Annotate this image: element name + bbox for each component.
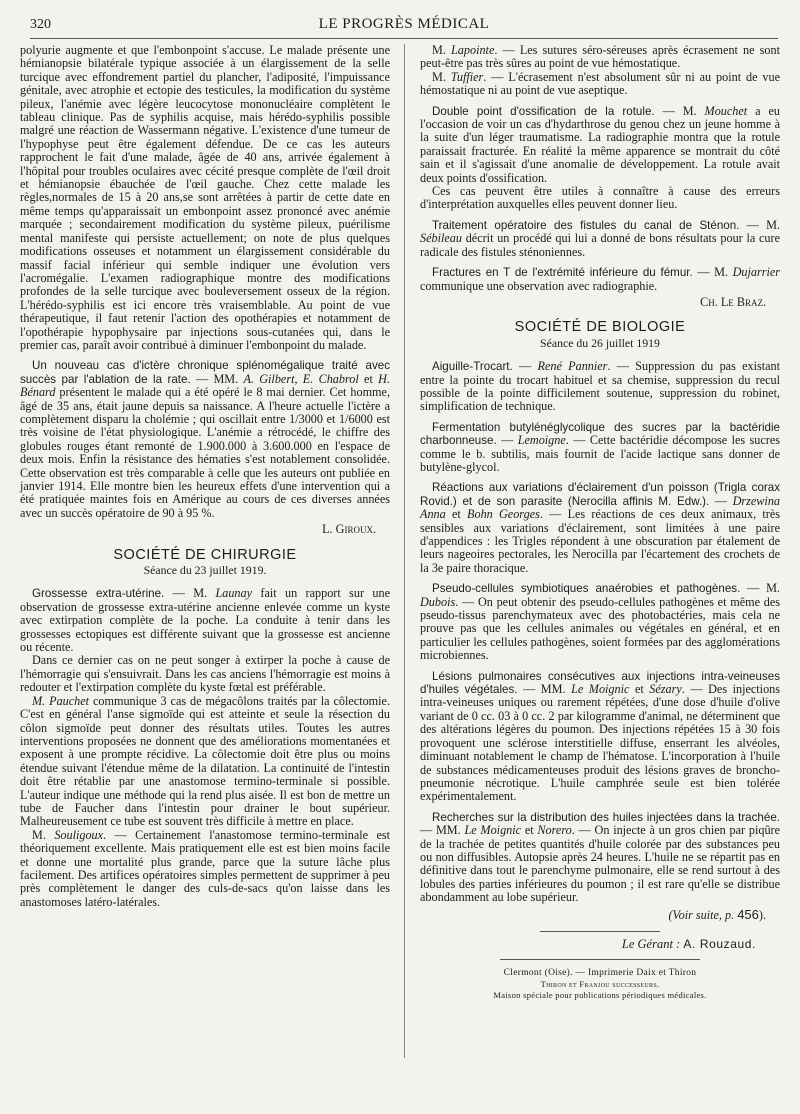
eclairement-et: et xyxy=(445,507,468,522)
souligoux-text: . — Certainement l'anastomose termino-terminale est théoriquement excellente. Mais pratiquement elle est est bien moins facile et donne une mortalité plus grande, parce que la suture lâche plus facilement. Des artifices opératoires simples permettent de supprimer à peu près complètement le danger des culs-de-sacs qu'on laisse dans les anastomoses latéro-latérales. xyxy=(20,827,390,909)
separator-rule-2 xyxy=(500,959,700,960)
grossesse-m: — M. xyxy=(164,586,216,601)
tuffier-text: . — L'écrasement n'est absolument sûr ni au point de vue hémostatique ni au point de vue aseptique. xyxy=(420,69,780,98)
recherches-et: et xyxy=(521,823,538,838)
grossesse-author: Launay xyxy=(215,586,253,601)
recherches-mm: — MM. xyxy=(420,823,465,838)
rotule-author: Mouchet xyxy=(704,103,748,118)
trocart-title: Aiguille-Trocart. xyxy=(432,360,513,374)
fermentation-text: . — Cette bactéridie décompose les sucres comme le b. subtilis, mais fournit de l'acide lactique sans donner de butylène-glycol. xyxy=(420,433,780,474)
paragraph-grossesse xyxy=(20,587,390,654)
gerant-line xyxy=(420,938,756,951)
ictere-author2: H. Bénard xyxy=(20,371,390,400)
paragraph-stenon xyxy=(420,219,780,259)
stenon-text: décrit un procédé qui lui a donné de bons résultats pour la cure radicale des fistules sténoniennes. xyxy=(420,231,780,259)
section-title-chirurgie: SOCIÉTÉ DE CHIRURGIE xyxy=(113,546,297,563)
page-number: 320 xyxy=(30,17,51,32)
imprint-line-2: Thiron et Franjou successeurs. xyxy=(540,979,660,990)
paragraph-souligoux xyxy=(20,829,390,909)
trocart-dash: — xyxy=(512,359,538,374)
rotule-title: Double point d'ossification de la rotule. xyxy=(432,104,655,118)
right-column xyxy=(420,44,780,1001)
fermentation-author: Lemoigne xyxy=(517,433,566,448)
lesions-title: Lésions pulmonaires consécutives aux injections intra-veineuses d'huiles végétales. xyxy=(420,669,780,697)
continued-suffix: ). xyxy=(758,907,766,922)
souligoux-author: Souligoux xyxy=(54,827,104,842)
gerant-label: Le Gérant : xyxy=(621,936,684,951)
left-column xyxy=(20,44,390,909)
lapointe-author: Lapointe xyxy=(451,43,495,57)
lapointe-text: . — Les sutures séro-séreuses après écrasement ne sont peut-être pas très sûres au point de vue hémostatique. xyxy=(420,43,780,71)
pseudocellules-text: . — On peut obtenir des pseudo-cellules pathogènes et même des pseudo-tissus parenchymateux avec des photobactéries, mais cela ne prouve pas que les cellules animales ou végétales en général, et en particulier les cellules pathogènes, soient formées par des agglomérations microbiennes. xyxy=(420,594,780,663)
tuffier-m: M. xyxy=(432,69,451,84)
signature-lebraz: Ch. Le Braz. xyxy=(700,294,766,309)
recherches-author: Le Moignic xyxy=(464,823,522,838)
pauchet-text: communique 3 cas de mégacôlons traités par la côlectomie. C'est en général l'anse sigmoïde qui est atteinte et seule la résection du côlon sigmoïde peut donner des résultats utiles. Toutes les autres interventions proposées ne donnent que des améliorations momentanées et exposent à une prompte récidive. La côlectomie doit être plus ou moins étendue suivant l'étendue même de la dilatation. La continuité de l'intestin doit être rétablie par une anastomose termino-terminale si possible. L'auteur indique une méthode qui la rend plus aisée. Il est bon de mettre un tube de Faucher dans l'intestin pour drainer le bout supérieur. Malheureusement ce tube est souvent très difficile à mettre en place. xyxy=(20,693,390,829)
femur-author: Dujarrier xyxy=(732,265,780,280)
paragraph-eclairement xyxy=(420,481,780,575)
rotule-m: — M. xyxy=(654,103,705,118)
eclairement-author2: Bohn Georges xyxy=(467,507,540,522)
tuffier-author: Tuffier xyxy=(450,69,484,84)
eclairement-title: Réactions aux variations d'éclairement d'un poisson (Trigla corax Rovid.) et de son parasite (Nerocilla affinis M. Edw.). xyxy=(420,481,780,508)
continued-prefix: (Voir suite, p. xyxy=(668,907,738,922)
eclairement-dash: — xyxy=(709,493,733,508)
lesions-mm: — MM. xyxy=(517,682,572,697)
lesions-author2: Sézary xyxy=(649,682,682,697)
paragraph-pauchet xyxy=(20,695,390,829)
stenon-author: Sébileau xyxy=(420,231,462,246)
paragraph-ictere xyxy=(20,359,390,520)
femur-title: Fractures en T de l'extrémité inférieure du fémur. xyxy=(432,266,693,280)
imprint-line-3: Maison spéciale pour publications périodiques médicales. xyxy=(493,990,707,1001)
paragraph-recherches xyxy=(420,811,780,905)
journal-title: LE PROGRÈS MÉDICAL xyxy=(318,16,490,32)
stenon-title: Traitement opératoire des fistules du canal de Sténon. xyxy=(432,218,740,232)
imprint-line-1: Clermont (Oise). — Imprimerie Daix et Thiron xyxy=(503,968,697,979)
lapointe-m: M. xyxy=(432,43,452,57)
femur-text: communique une observation avec radiographie. xyxy=(420,278,658,293)
paragraph-lesions xyxy=(420,670,780,804)
ictere-title: Un nouveau cas d'ictère chronique splénomégalique traité avec succès par l'ablation de la rate. xyxy=(20,359,390,386)
paragraph-hypophyse: polyurie augmente et que l'embonpoint s'accuse. Le malade présente une hémianopsie bilatérale typique associée à un élargissement de la selle turcique avec effondrement partiel du plancher, l'adiposité, l'impuissance génitale, avec atrophie et ectopie des testicules, la modification du système pileux, l'anémie avec légère leucocytose mononucléaire complètent le tableau clinique. Pas de syphilis acquise, mais hérédo-syphilis possible malgré une réaction de Wassermann négative. L'existence d'une tumeur de l'hypophyse peut être également défendue. De ce cas les auteurs rapprochent le fait d'une malade, âgée de 40 ans, arrivée également à l'hôpital pour troubles oculaires avec cécité presque complète de l'œil droit et hémianopsie ébauchée de l'œil gauche. Chez cette malade les règles,normales de 15 à 20 ans,se sont arrêtées à partir de cette date en même temps qu'apparaissait un embonpoint assez prononcé avec anémie marquée ; secondairement modification du système pileux, puérilisme mental manifeste qui persiste actuellement; on note de plus quelques modifications osseuses et notamment un élargissement considérable du massif facial inférieur qui semble indiquer une évolution vers l'acromégalie. L'examen radiographique montre des modifications profondes de la selle turcique avec bouleversement osseux de la région. L'hérédo-syphilis est ici encore très vraisemblable. Au point de vue thérapeutique, il faut retenir l'action des opothérapies et notamment de l'opothérapie hypophysaire par injections sous-cutanées qui, dans le premier cas, paraît avoir contribué à diminuer l'embonpoint du malade. xyxy=(20,43,390,352)
trocart-author: René Pannier xyxy=(537,359,608,374)
stenon-m: — M. xyxy=(739,217,780,232)
paragraph-pseudocellules xyxy=(420,582,780,662)
pseudocellules-author: Dubois xyxy=(420,594,456,609)
paragraph-lapointe xyxy=(420,44,780,71)
paragraph-tuffier xyxy=(420,71,780,98)
ictere-authors: A. Gilbert, E. Chabrol xyxy=(243,371,359,386)
trocart-text: . — Suppression du pas existant entre la pointe du trocart habituel et sa chemise, suppression du recul possible de la pointe difficilement soutenue, suppression du robinet, simplification de technique. xyxy=(420,359,780,414)
gerant-name: A. Rouzaud. xyxy=(683,936,756,951)
continued-note xyxy=(420,908,766,922)
pauchet-author: M. Pauchet xyxy=(32,693,90,708)
running-header xyxy=(30,14,778,39)
section-date-chirurgie: Séance du 23 juillet 1919. xyxy=(143,563,267,578)
lesions-et: et xyxy=(629,682,650,697)
column-rule xyxy=(404,44,405,1058)
grossesse-title: Grossesse extra-utérine. xyxy=(32,587,165,601)
section-date-biologie: Séance du 26 juillet 1919 xyxy=(540,335,660,350)
paragraph-fermentation xyxy=(420,421,780,475)
ictere-et: et xyxy=(358,371,379,386)
grossesse-text: fait un rapport sur une observation de grossesse extra-utérine ancienne enlevée comme un kyste avec extirpation complète de la poche. La conduite à tenir dans les grossesses ectopiques est différente suivant que la grossesse est ancienne ou récente. xyxy=(20,586,390,655)
signature-giroux: L. Giroux. xyxy=(322,522,376,537)
fermentation-title: Fermentation butylénéglycolique des sucres par la bactéridie charbonneuse. xyxy=(420,420,780,448)
section-title-biologie: SOCIÉTÉ DE BIOLOGIE xyxy=(514,319,686,336)
femur-m: — M. xyxy=(692,265,733,280)
lesions-text: . — Des injections intra-veineuses uniques ou rarement répétées, d'une dose d'huile d'olive variant de 0 cc. 03 à 0 cc. 2 par kilogramme d'animal, ne déterminent que des altérations légères du poumon. Des injections répétées 15 à 30 fois provoquent une sclérose interstitielle diffuse, enserrant les alvéoles, diminuant notablement le champ de l'hématose. L'incorporation à l'huile de substances médicamenteuses produit des lésions graves de broncho-pneumonie nécrotique. L'huile camphrée seule est bien tolérée expérimentalement. xyxy=(420,682,780,804)
souligoux-m: M. xyxy=(32,827,55,842)
eclairement-text: . — Les réactions de ces deux animaux, très sensibles aux variations d'éclairement, sont limitées à une paire d'appendices : les Trigles répondent à une obscuration par étalement de leurs nageoires pectorales, les Nerocilla par l'écartement des crochets de la 3e paire thoracique. xyxy=(420,507,780,575)
paragraph-rotule xyxy=(420,105,780,185)
paragraph-erreurs: Ces cas peuvent être utiles à connaître à cause des erreurs d'interprétation auxquelles elles peuvent donner lieu. xyxy=(420,184,780,212)
ictere-text: présentent le malade qui a été opéré le 8 mai dernier. Cet homme, âgé de 35 ans, était jaune depuis sa naissance. A l'heure actuelle l'ictère a complètement disparu la cholémie ; qui oscillait entre 1/3000 et 1/6000 est très voisine de l'état physiologique. L'anémie a rétrocédé, le chiffre des globules rouges étant remonté de 1.900.000 à 3.600.000 en l'espace de deux mois. Enfin la résistance des hématies s'est notablement consolidée. Cette observation est très comparable à celle que les auteurs ont publiée en janvier 1914. Elle montre bien les heureux effets d'une intervention qui a été pratiquée maintes fois en Amérique au cours de ces diverses années avec un succès opératoire de 90 à 95 %. xyxy=(20,385,390,520)
pseudocellules-m: — M. xyxy=(740,581,780,596)
rotule-text: a eu l'occasion de voir un cas d'hydarthrose du genou chez un jeune homme à la suite d'un léger traumatisme. La radiographie montra que la rotule paraissait fracturée. En réalité la même apparence se montrait du côté sain et il s'agissait d'une anomalie de développement. La rotule avait deux points d'ossification. xyxy=(420,103,780,185)
paragraph-femur xyxy=(420,266,780,293)
paragraph-hemorragie: Dans ce dernier cas on ne peut songer à extirper la poche à cause de l'hémorragie qui s'ensuivrait. Dans les cas anciens l'hémorragie est moins à redouter et l'extirpation complète du kyste fœtal est préférable. xyxy=(20,653,390,695)
separator-rule xyxy=(540,931,660,932)
pseudocellules-title: Pseudo-cellules symbiotiques anaérobies et pathogènes. xyxy=(432,582,741,596)
paragraph-trocart xyxy=(420,360,780,414)
fermentation-dash: — xyxy=(496,433,518,448)
recherches-author2: Norero xyxy=(537,823,572,838)
lesions-author: Le Moignic xyxy=(571,682,630,697)
ictere-mm: — MM. xyxy=(190,371,244,386)
eclairement-author: Drzewina Anna xyxy=(420,493,781,522)
recherches-text: . — On injecte à un gros chien par piqûre de la trachée de petites quantités d'huile colorée par des substances peu ou non diffusibles. Autopsie après 24 heures. L'huile ne se répartit pas en définitive dans tout le parenchyme pulmonaire, elle se rend surtout à des lobules des parties inférieures du poumon ; il est rare qu'elle se distribue abondamment au lobe supérieur. xyxy=(420,823,781,905)
continued-page: 456 xyxy=(737,906,759,922)
recherches-title: Recherches sur la distribution des huiles injectées dans la trachée. xyxy=(432,810,780,824)
